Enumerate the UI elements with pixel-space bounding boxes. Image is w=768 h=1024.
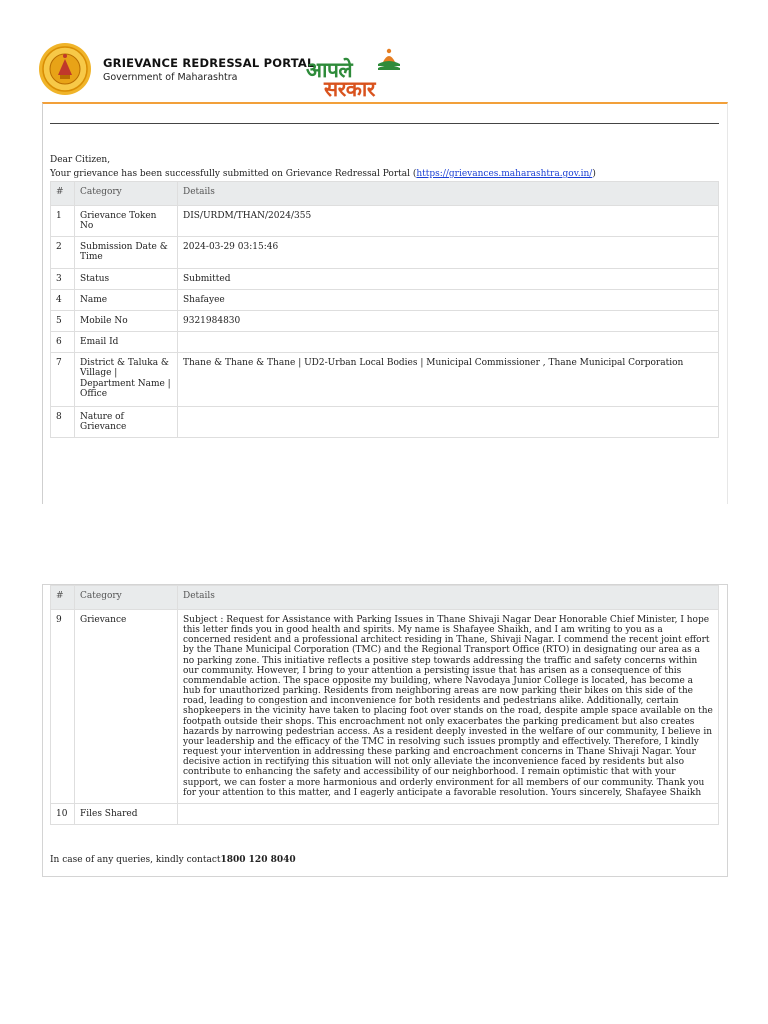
row-category: Grievance Token No bbox=[75, 206, 178, 237]
table-row bbox=[51, 610, 719, 804]
divider bbox=[50, 123, 719, 124]
column-header-number: # bbox=[51, 182, 75, 206]
portal-title: GRIEVANCE REDRESSAL PORTAL bbox=[103, 56, 315, 70]
row-category: Name bbox=[75, 289, 178, 310]
table-header-row bbox=[51, 182, 719, 206]
column-header-category: Category bbox=[75, 182, 178, 206]
portal-link[interactable]: https://grievances.maharashtra.gov.in/ bbox=[416, 169, 593, 179]
row-category: Status bbox=[75, 268, 178, 289]
row-details bbox=[178, 332, 719, 353]
row-details: Thane & Thane & Thane | UD2-Urban Local Bodies | Municipal Commissioner , Thane Municipal Corporation bbox=[178, 353, 719, 407]
row-details bbox=[178, 406, 719, 437]
row-category: Submission Date & Time bbox=[75, 237, 178, 268]
row-category: Email Id bbox=[75, 332, 178, 353]
row-number: 8 bbox=[51, 406, 75, 437]
contact-line bbox=[50, 855, 296, 865]
column-header-category: Category bbox=[75, 586, 178, 610]
column-header-number: # bbox=[51, 586, 75, 610]
row-category: Files Shared bbox=[75, 803, 178, 824]
contact-text: In case of any queries, kindly contact bbox=[50, 855, 221, 865]
grievance-details-table bbox=[50, 181, 719, 438]
row-category: Grievance bbox=[75, 610, 178, 804]
brand-text-bottom: सरकार bbox=[324, 77, 375, 101]
row-details: Shafayee bbox=[178, 289, 719, 310]
table-row bbox=[51, 332, 719, 353]
row-details: 9321984830 bbox=[178, 310, 719, 331]
row-number: 1 bbox=[51, 206, 75, 237]
row-number: 5 bbox=[51, 310, 75, 331]
row-number: 6 bbox=[51, 332, 75, 353]
maharashtra-seal-icon bbox=[38, 42, 92, 96]
table-row bbox=[51, 268, 719, 289]
row-details: 2024-03-29 03:15:46 bbox=[178, 237, 719, 268]
row-number: 3 bbox=[51, 268, 75, 289]
row-number: 2 bbox=[51, 237, 75, 268]
table-row bbox=[51, 406, 719, 437]
aaple-sarkar-logo bbox=[306, 44, 406, 100]
row-number: 7 bbox=[51, 353, 75, 407]
row-details bbox=[178, 803, 719, 824]
page-header bbox=[0, 0, 768, 104]
grievance-text: Subject : Request for Assistance with Parking Issues in Thane Shivaji Nagar Dear Honorable Chief Minister, I hope this letter finds you in good health and spirits. My name is Shafayee Shaikh, and I am writing to you as a concerned resident and a professional architect residing in Thane, Shivaji Nagar. I commend the recent joint effort by the Thane Municipal Corporation (TMC) and the Regional Transport Office (RTO) in designating our area as a no parking zone. This initiative reflects a positive step towards addressing the traffic and safety concerns within our community. However, I bring to your attention a persisting issue that has arisen as a consequence of this commendable action. The space opposite my building, where Navodaya Junior College is located, has become a hub for unauthorized parking. Residents from neighboring areas are now parking their bikes on this side of the road, leading to congestion and inconvenience for both residents and pedestrians alike. Additionally, certain shopkeepers in the vicinity have taken to placing foot over stands on the road, despite ample space available on the footpath outside their shops. This encroachment not only exacerbates the parking predicament but also creates hazards by narrowing pedestrian access. As a resident deeply invested in the welfare of our community, I believe in your leadership and the efficacy of the TMC in resolving such issues promptly and effectively. Therefore, I kindly request your intervention in addressing these parking and encroachment concerns in Thane Shivaji Nagar. Your decisive action in rectifying this situation will not only alleviate the inconvenience faced by residents but also contribute to enhancing the safety and accessibility of our neighborhood. I remain optimistic that with your support, we can foster a more harmonious and orderly environment for all members of our community. Thank you for your attention to this matter, and I eagerly anticipate a favorable resolution. Yours sincerely, Shafayee Shaikh bbox=[178, 610, 719, 804]
row-number: 10 bbox=[51, 803, 75, 824]
brand-text-top: आपले bbox=[306, 58, 353, 82]
row-details: DIS/URDM/THAN/2024/355 bbox=[178, 206, 719, 237]
portal-subtitle: Government of Maharashtra bbox=[103, 72, 238, 83]
row-number: 9 bbox=[51, 610, 75, 804]
grievance-continuation-card bbox=[42, 584, 728, 877]
row-category: District & Taluka & Village | Department Name | Office bbox=[75, 353, 178, 407]
row-number: 4 bbox=[51, 289, 75, 310]
grievance-text-table bbox=[50, 585, 719, 825]
salutation: Dear Citizen, bbox=[50, 155, 111, 165]
column-header-details: Details bbox=[178, 586, 719, 610]
table-row bbox=[51, 206, 719, 237]
dome-icon bbox=[374, 46, 404, 76]
table-row bbox=[51, 289, 719, 310]
submission-message bbox=[50, 169, 596, 179]
intro-text: Your grievance has been successfully submitted on Grievance Redressal Portal ( bbox=[50, 169, 417, 179]
intro-suffix: ) bbox=[592, 169, 596, 179]
row-category: Mobile No bbox=[75, 310, 178, 331]
helpline-number: 1800 120 8040 bbox=[220, 855, 296, 865]
acknowledgement-card bbox=[42, 102, 728, 504]
table-header-row bbox=[51, 586, 719, 610]
row-category: Nature of Grievance bbox=[75, 406, 178, 437]
column-header-details: Details bbox=[178, 182, 719, 206]
table-row bbox=[51, 310, 719, 331]
row-details: Submitted bbox=[178, 268, 719, 289]
table-row bbox=[51, 353, 719, 407]
table-row bbox=[51, 803, 719, 824]
table-row bbox=[51, 237, 719, 268]
